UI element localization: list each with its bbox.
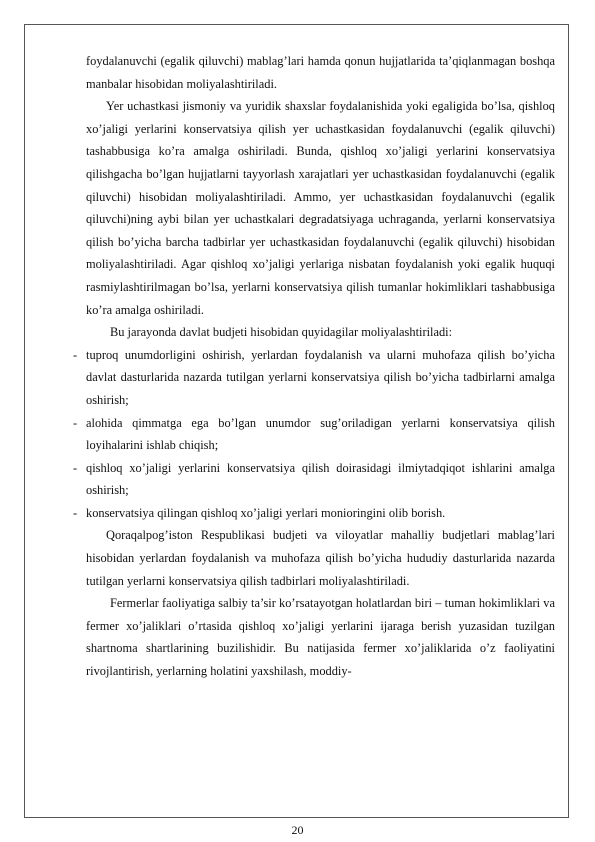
list-item: - konservatsiya qilingan qishloq xo’jaligi yerlari monioringini olib borish.	[86, 502, 555, 525]
bullet-dash: -	[73, 505, 78, 520]
paragraph-farmers: Fermerlar faoliyatiga salbiy ta’sir ko’rsatayotgan holatlardan biri – tuman hokimliklari va fermer xo’jaliklari o’rtasida qishloq xo’jaligi yerlarini ijaraga berish yuzasidan tuzilgan shartnoma shartlarining buzilishidir. Bu natijasida fermer xo’jaliklarida o’z faoliyatini rivojlantirish, yerlarning holatini yaxshilash, moddiy-	[86, 596, 555, 679]
document-body	[73, 50, 555, 683]
paragraph-state-budget-intro: Bu jarayonda davlat budjeti hisobidan quyidagilar moliyalashtiriladi:	[110, 325, 453, 340]
paragraph-continuation: foydalanuvchi (egalik qiluvchi) mablag’lari hamda qonun hujjatlarida ta’qiqlanmagan boshqa manbalar hisobidan moliyalashtiriladi.	[86, 54, 555, 91]
list-item: - tuproq unumdorligini oshirish, yerlardan foydalanish va ularni muhofaza qilish bo’yicha davlat dasturlarida nazarda tutilgan yerlarni konservatsiya qilish bo’yicha tadbirlarni amalga oshirish;	[86, 344, 555, 412]
paragraph-land-conservation: Yer uchastkasi jismoniy va yuridik shaxslar foydalanishida yoki egaligida bo’lsa, qishloq xo’jaligi yerlarini konservatsiya qilish yer uchastkasidan foydalanuvchi (egalik qiluvchi) tashabbusiga ko’ra amalga oshiriladi. Bunda, qishloq xo’jaligi yerlarini konservatsiya qilishgacha bo’lgan hujjatlarni tayyorlash xarajatlari yer uchastkasidan foydalanuvchi (egalik qiluvchi) hisobidan moliyalashtiriladi. Ammo, yer uchastkasidan foydalanuvchi (egalik qiluvchi)ning aybi bilan yer uchastkalari degradatsiyaga uchraganda, yerlarni konservatsiya qilish bo’yicha barcha tadbirlar yer uchastkasidan foydalanuvchi (egalik qiluvchi) hisobidan moliyalashtiriladi. Agar qishloq xo’jaligi yerlariga nisbatan foydalanish yoki egalik huquqi rasmiylashtirilmagan bo’lsa, yerlarni konservatsiya qilish tumanlar hokimliklari tashabbusiga ko’ra amalga oshiriladi.	[86, 99, 555, 317]
paragraph-regional-budgets: Qoraqalpog’iston Respublikasi budjeti va viloyatlar mahalliy budjetlari mablag’lari hisobidan yerlardan foydalanish va muhofaza qilish bo’yicha hududiy dasturlarida nazarda tutilgan yerlarni konservatsiya qilish tadbirlari moliyalashtiriladi.	[86, 528, 555, 588]
page-number: 20	[291, 823, 304, 837]
list-item: - qishloq xo’jaligi yerlarini konservatsiya qilish doirasidagi ilmiytadqiqot ishlarini amalga oshirish;	[86, 457, 555, 502]
funded-measures-list	[73, 344, 555, 525]
bullet-dash: -	[73, 347, 78, 362]
bullet-dash: -	[73, 415, 78, 430]
bullet-dash: -	[73, 460, 78, 475]
list-item: - alohida qimmatga ega bo’lgan unumdor sug’oriladigan yerlarni konservatsiya qilish loyihalarini ishlab chiqish;	[86, 412, 555, 457]
